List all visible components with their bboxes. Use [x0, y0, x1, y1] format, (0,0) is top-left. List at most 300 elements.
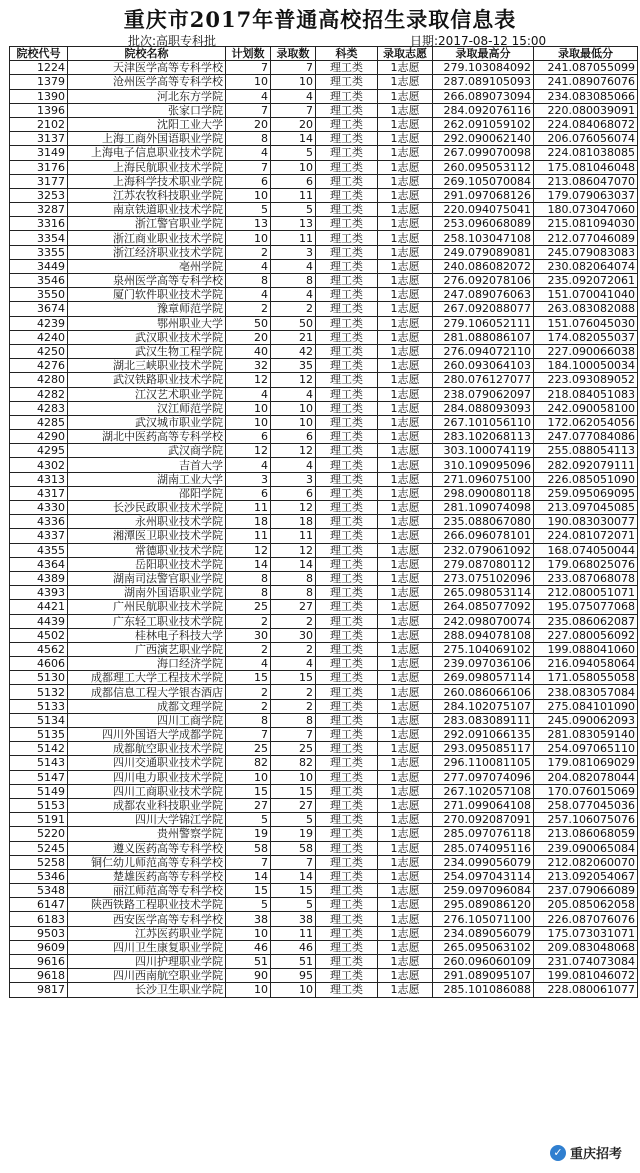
table-row [10, 359, 638, 373]
cell-plan: 19 [226, 827, 271, 841]
cell-max-score: 291.089095107 [433, 969, 534, 983]
cell-min-score: 195.075077068 [534, 600, 638, 614]
cell-code: 4439 [10, 614, 68, 628]
cell-min-score: 212.080051071 [534, 586, 638, 600]
cell-admitted: 11 [271, 188, 316, 202]
cell-plan: 25 [226, 742, 271, 756]
cell-min-score: 179.068025076 [534, 557, 638, 571]
cell-choice: 1志愿 [378, 855, 433, 869]
cell-max-score: 276.092078106 [433, 274, 534, 288]
cell-choice: 1志愿 [378, 657, 433, 671]
table-row [10, 642, 638, 656]
cell-category: 理工类 [316, 614, 378, 628]
cell-plan: 18 [226, 515, 271, 529]
cell-name: 江苏医药职业学院 [68, 926, 226, 940]
cell-admitted: 8 [271, 713, 316, 727]
table-row [10, 770, 638, 784]
cell-plan: 12 [226, 444, 271, 458]
cell-plan: 7 [226, 855, 271, 869]
table-row [10, 884, 638, 898]
cell-plan: 7 [226, 728, 271, 742]
table-row [10, 798, 638, 812]
cell-plan: 8 [226, 132, 271, 146]
cell-plan: 7 [226, 160, 271, 174]
cell-name: 湖北中医药高等专科学校 [68, 430, 226, 444]
cell-category: 理工类 [316, 756, 378, 770]
cell-category: 理工类 [316, 472, 378, 486]
table-row [10, 699, 638, 713]
cell-plan: 27 [226, 798, 271, 812]
cell-choice: 1志愿 [378, 160, 433, 174]
cell-category: 理工类 [316, 288, 378, 302]
cell-name: 四川交通职业技术学院 [68, 756, 226, 770]
cell-plan: 10 [226, 75, 271, 89]
cell-min-score: 190.083030077 [534, 515, 638, 529]
cell-min-score: 282.092079111 [534, 458, 638, 472]
cell-code: 4295 [10, 444, 68, 458]
table-row [10, 146, 638, 160]
cell-category: 理工类 [316, 642, 378, 656]
cell-plan: 58 [226, 841, 271, 855]
cell-code: 9609 [10, 940, 68, 954]
cell-code: 4330 [10, 501, 68, 515]
cell-plan: 2 [226, 642, 271, 656]
cell-category: 理工类 [316, 855, 378, 869]
cell-choice: 1志愿 [378, 586, 433, 600]
cell-max-score: 234.099056079 [433, 855, 534, 869]
table-row [10, 898, 638, 912]
cell-code: 5149 [10, 784, 68, 798]
cell-name: 四川大学锦江学院 [68, 813, 226, 827]
cell-category: 理工类 [316, 373, 378, 387]
cell-choice: 1志愿 [378, 344, 433, 358]
cell-max-score: 284.088093093 [433, 401, 534, 415]
cell-min-score: 170.076015069 [534, 784, 638, 798]
cell-name: 四川电力职业技术学院 [68, 770, 226, 784]
cell-code: 4562 [10, 642, 68, 656]
cell-min-score: 179.081069029 [534, 756, 638, 770]
cell-name: 武汉铁路职业技术学院 [68, 373, 226, 387]
cell-min-score: 247.077084086 [534, 430, 638, 444]
cell-plan: 4 [226, 259, 271, 273]
cell-name: 武汉职业技术学院 [68, 330, 226, 344]
cell-category: 理工类 [316, 784, 378, 798]
cell-min-score: 218.084051083 [534, 387, 638, 401]
cell-admitted: 5 [271, 898, 316, 912]
cell-plan: 32 [226, 359, 271, 373]
cell-choice: 1志愿 [378, 274, 433, 288]
cell-choice: 1志愿 [378, 103, 433, 117]
cell-max-score: 267.102057108 [433, 784, 534, 798]
cell-admitted: 14 [271, 132, 316, 146]
cell-min-score: 205.085062058 [534, 898, 638, 912]
cell-code: 5132 [10, 685, 68, 699]
cell-choice: 1志愿 [378, 61, 433, 75]
cell-plan: 30 [226, 628, 271, 642]
table-row [10, 401, 638, 415]
watermark-text: 重庆招考 [569, 1147, 622, 1162]
cell-admitted: 5 [271, 813, 316, 827]
cell-max-score: 283.102068113 [433, 430, 534, 444]
cell-max-score: 284.092076116 [433, 103, 534, 117]
cell-max-score: 283.083089111 [433, 713, 534, 727]
cell-min-score: 179.079063037 [534, 188, 638, 202]
cell-category: 理工类 [316, 458, 378, 472]
cell-code: 4239 [10, 316, 68, 330]
cell-choice: 1志愿 [378, 316, 433, 330]
cell-name: 海口经济学院 [68, 657, 226, 671]
cell-min-score: 241.089076076 [534, 75, 638, 89]
cell-category: 理工类 [316, 926, 378, 940]
cell-category: 理工类 [316, 543, 378, 557]
cell-category: 理工类 [316, 344, 378, 358]
cell-name: 遵义医药高等专科学校 [68, 841, 226, 855]
cell-name: 桂林电子科技大学 [68, 628, 226, 642]
cell-category: 理工类 [316, 486, 378, 500]
cell-plan: 15 [226, 784, 271, 798]
cell-name: 陕西铁路工程职业技术学院 [68, 898, 226, 912]
cell-code: 3176 [10, 160, 68, 174]
cell-plan: 10 [226, 188, 271, 202]
cell-plan: 8 [226, 274, 271, 288]
cell-code: 5348 [10, 884, 68, 898]
date-label: 日期:2017-08-12 15:00 [410, 34, 547, 48]
cell-min-score: 151.070041040 [534, 288, 638, 302]
cell-code: 2102 [10, 117, 68, 131]
cell-name: 汉江师范学院 [68, 401, 226, 415]
cell-choice: 1志愿 [378, 813, 433, 827]
table-row [10, 614, 638, 628]
cell-choice: 1志愿 [378, 742, 433, 756]
cell-choice: 1志愿 [378, 770, 433, 784]
table-row [10, 203, 638, 217]
cell-name: 河北东方学院 [68, 89, 226, 103]
table-row [10, 316, 638, 330]
cell-name: 鄂州职业大学 [68, 316, 226, 330]
table-row [10, 415, 638, 429]
table-row [10, 657, 638, 671]
cell-min-score: 231.074073084 [534, 955, 638, 969]
cell-plan: 20 [226, 330, 271, 344]
cell-category: 理工类 [316, 61, 378, 75]
cell-name: 成都文理学院 [68, 699, 226, 713]
cell-plan: 25 [226, 600, 271, 614]
cell-min-score: 180.073047060 [534, 203, 638, 217]
cell-code: 1390 [10, 89, 68, 103]
cell-min-score: 227.080056092 [534, 628, 638, 642]
cell-category: 理工类 [316, 217, 378, 231]
cell-code: 5147 [10, 770, 68, 784]
cell-choice: 1志愿 [378, 458, 433, 472]
cell-choice: 1志愿 [378, 983, 433, 997]
cell-plan: 15 [226, 671, 271, 685]
table-row [10, 671, 638, 685]
col-header-code: 院校代号 [10, 47, 68, 61]
cell-name: 上海电子信息职业技术学院 [68, 146, 226, 160]
cell-choice: 1志愿 [378, 117, 433, 131]
col-header-admitted: 录取数 [271, 47, 316, 61]
cell-code: 4337 [10, 529, 68, 543]
cell-max-score: 267.092088077 [433, 302, 534, 316]
cell-max-score: 280.076127077 [433, 373, 534, 387]
cell-category: 理工类 [316, 841, 378, 855]
cell-code: 5346 [10, 869, 68, 883]
cell-plan: 4 [226, 657, 271, 671]
table-row [10, 912, 638, 926]
table-row [10, 373, 638, 387]
cell-min-score: 215.081094030 [534, 217, 638, 231]
cell-choice: 1志愿 [378, 940, 433, 954]
table-row [10, 543, 638, 557]
cell-max-score: 291.097068126 [433, 188, 534, 202]
cell-min-score: 209.083048068 [534, 940, 638, 954]
cell-code: 3354 [10, 231, 68, 245]
cell-admitted: 13 [271, 217, 316, 231]
cell-plan: 10 [226, 770, 271, 784]
cell-code: 5135 [10, 728, 68, 742]
cell-max-score: 254.097043114 [433, 869, 534, 883]
cell-name: 四川工商职业技术学院 [68, 784, 226, 798]
cell-max-score: 267.101056110 [433, 415, 534, 429]
cell-choice: 1志愿 [378, 827, 433, 841]
cell-admitted: 8 [271, 586, 316, 600]
cell-admitted: 30 [271, 628, 316, 642]
cell-name: 广州民航职业技术学院 [68, 600, 226, 614]
cell-min-score: 233.087068078 [534, 571, 638, 585]
table-row [10, 940, 638, 954]
cell-plan: 6 [226, 486, 271, 500]
cell-choice: 1志愿 [378, 926, 433, 940]
cell-admitted: 35 [271, 359, 316, 373]
cell-name: 沈阳工业大学 [68, 117, 226, 131]
cell-min-score: 241.087055099 [534, 61, 638, 75]
cell-choice: 1志愿 [378, 89, 433, 103]
cell-max-score: 258.103047108 [433, 231, 534, 245]
cell-code: 4276 [10, 359, 68, 373]
cell-min-score: 199.088041060 [534, 642, 638, 656]
cell-plan: 7 [226, 61, 271, 75]
table-row [10, 742, 638, 756]
cell-name: 沧州医学高等专科学校 [68, 75, 226, 89]
cell-plan: 10 [226, 231, 271, 245]
cell-name: 西安医学高等专科学校 [68, 912, 226, 926]
cell-category: 理工类 [316, 387, 378, 401]
cell-name: 厦门软件职业技术学院 [68, 288, 226, 302]
cell-choice: 1志愿 [378, 486, 433, 500]
cell-min-score: 239.090065084 [534, 841, 638, 855]
cell-admitted: 11 [271, 926, 316, 940]
table-row [10, 983, 638, 997]
cell-name: 四川外国语大学成都学院 [68, 728, 226, 742]
cell-min-score: 224.081072071 [534, 529, 638, 543]
cell-code: 4421 [10, 600, 68, 614]
cell-name: 铜仁幼儿师范高等专科学校 [68, 855, 226, 869]
cell-code: 4389 [10, 571, 68, 585]
cell-max-score: 232.079061092 [433, 543, 534, 557]
cell-name: 天津医学高等专科学校 [68, 61, 226, 75]
batch-label: 批次:高职专科批 [128, 34, 217, 48]
cell-name: 张家口学院 [68, 103, 226, 117]
cell-choice: 1志愿 [378, 132, 433, 146]
cell-plan: 15 [226, 884, 271, 898]
cell-max-score: 270.092087091 [433, 813, 534, 827]
cell-choice: 1志愿 [378, 543, 433, 557]
cell-min-score: 168.074050044 [534, 543, 638, 557]
cell-min-score: 281.083059140 [534, 728, 638, 742]
cell-admitted: 2 [271, 302, 316, 316]
watermark [546, 1142, 626, 1163]
cell-admitted: 6 [271, 174, 316, 188]
cell-name: 成都航空职业技术学院 [68, 742, 226, 756]
cell-min-score: 224.084068072 [534, 117, 638, 131]
cell-min-score: 226.087076076 [534, 912, 638, 926]
cell-max-score: 296.110081105 [433, 756, 534, 770]
chat-bubble-icon: ✓ [550, 1145, 566, 1161]
cell-admitted: 42 [271, 344, 316, 358]
cell-admitted: 15 [271, 884, 316, 898]
cell-admitted: 58 [271, 841, 316, 855]
cell-plan: 10 [226, 926, 271, 940]
cell-code: 4606 [10, 657, 68, 671]
table-row [10, 472, 638, 486]
cell-choice: 1志愿 [378, 841, 433, 855]
cell-min-score: 235.086062087 [534, 614, 638, 628]
cell-max-score: 279.106052111 [433, 316, 534, 330]
cell-code: 4336 [10, 515, 68, 529]
cell-choice: 1志愿 [378, 713, 433, 727]
cell-max-score: 281.088086107 [433, 330, 534, 344]
cell-min-score: 199.081046072 [534, 969, 638, 983]
cell-max-score: 266.089073094 [433, 89, 534, 103]
cell-admitted: 14 [271, 869, 316, 883]
table-row [10, 302, 638, 316]
cell-category: 理工类 [316, 671, 378, 685]
cell-max-score: 264.085077092 [433, 600, 534, 614]
cell-admitted: 7 [271, 61, 316, 75]
cell-code: 5258 [10, 855, 68, 869]
cell-max-score: 310.109095096 [433, 458, 534, 472]
cell-min-score: 216.094058064 [534, 657, 638, 671]
cell-min-score: 228.080061077 [534, 983, 638, 997]
cell-name: 湖南外国语职业学院 [68, 586, 226, 600]
cell-category: 理工类 [316, 699, 378, 713]
cell-name: 上海工商外国语职业学院 [68, 132, 226, 146]
cell-choice: 1志愿 [378, 685, 433, 699]
cell-category: 理工类 [316, 430, 378, 444]
cell-max-score: 285.097076118 [433, 827, 534, 841]
cell-code: 5220 [10, 827, 68, 841]
cell-choice: 1志愿 [378, 571, 433, 585]
cell-code: 4302 [10, 458, 68, 472]
cell-code: 4282 [10, 387, 68, 401]
cell-choice: 1志愿 [378, 798, 433, 812]
cell-min-score: 206.076056074 [534, 132, 638, 146]
cell-max-score: 273.075102096 [433, 571, 534, 585]
cell-max-score: 269.098057114 [433, 671, 534, 685]
cell-max-score: 239.097036106 [433, 657, 534, 671]
cell-plan: 82 [226, 756, 271, 770]
cell-max-score: 269.105070084 [433, 174, 534, 188]
cell-choice: 1志愿 [378, 359, 433, 373]
cell-code: 3177 [10, 174, 68, 188]
cell-max-score: 276.105071100 [433, 912, 534, 926]
cell-choice: 1志愿 [378, 671, 433, 685]
cell-plan: 5 [226, 898, 271, 912]
cell-code: 5142 [10, 742, 68, 756]
cell-category: 理工类 [316, 969, 378, 983]
cell-code: 1396 [10, 103, 68, 117]
cell-admitted: 19 [271, 827, 316, 841]
cell-admitted: 27 [271, 798, 316, 812]
cell-name: 丽江师范高等专科学校 [68, 884, 226, 898]
cell-code: 4355 [10, 543, 68, 557]
cell-name: 成都理工大学工程技术学院 [68, 671, 226, 685]
cell-name: 湘潭医卫职业技术学院 [68, 529, 226, 543]
cell-category: 理工类 [316, 685, 378, 699]
cell-admitted: 15 [271, 671, 316, 685]
cell-category: 理工类 [316, 415, 378, 429]
cell-min-score: 226.085051090 [534, 472, 638, 486]
cell-admitted: 21 [271, 330, 316, 344]
cell-min-score: 213.086068059 [534, 827, 638, 841]
cell-category: 理工类 [316, 274, 378, 288]
cell-name: 楚雄医药高等专科学校 [68, 869, 226, 883]
cell-code: 5130 [10, 671, 68, 685]
cell-choice: 1志愿 [378, 557, 433, 571]
cell-min-score: 258.077045036 [534, 798, 638, 812]
cell-max-score: 262.091059102 [433, 117, 534, 131]
cell-choice: 1志愿 [378, 642, 433, 656]
cell-code: 3550 [10, 288, 68, 302]
cell-choice: 1志愿 [378, 217, 433, 231]
cell-min-score: 230.082064074 [534, 259, 638, 273]
table-header-row [10, 47, 638, 61]
cell-code: 3674 [10, 302, 68, 316]
cell-admitted: 3 [271, 472, 316, 486]
cell-code: 9817 [10, 983, 68, 997]
cell-choice: 1志愿 [378, 969, 433, 983]
cell-code: 4285 [10, 415, 68, 429]
table-row [10, 869, 638, 883]
cell-name: 上海科学技术职业学院 [68, 174, 226, 188]
cell-admitted: 8 [271, 274, 316, 288]
cell-admitted: 6 [271, 486, 316, 500]
cell-code: 6183 [10, 912, 68, 926]
cell-min-score: 184.100050034 [534, 359, 638, 373]
cell-plan: 40 [226, 344, 271, 358]
cell-admitted: 27 [271, 600, 316, 614]
cell-name: 豫章师范学院 [68, 302, 226, 316]
cell-category: 理工类 [316, 813, 378, 827]
cell-choice: 1志愿 [378, 628, 433, 642]
table-row [10, 784, 638, 798]
cell-category: 理工类 [316, 557, 378, 571]
cell-max-score: 266.096078101 [433, 529, 534, 543]
cell-choice: 1志愿 [378, 146, 433, 160]
cell-admitted: 11 [271, 231, 316, 245]
cell-admitted: 15 [271, 784, 316, 798]
table-row [10, 231, 638, 245]
cell-min-score: 263.083082088 [534, 302, 638, 316]
cell-choice: 1志愿 [378, 415, 433, 429]
table-row [10, 969, 638, 983]
cell-name: 江汉艺术职业学院 [68, 387, 226, 401]
cell-min-score: 237.079066089 [534, 884, 638, 898]
cell-code: 1379 [10, 75, 68, 89]
cell-choice: 1志愿 [378, 245, 433, 259]
cell-code: 3137 [10, 132, 68, 146]
cell-category: 理工类 [316, 728, 378, 742]
